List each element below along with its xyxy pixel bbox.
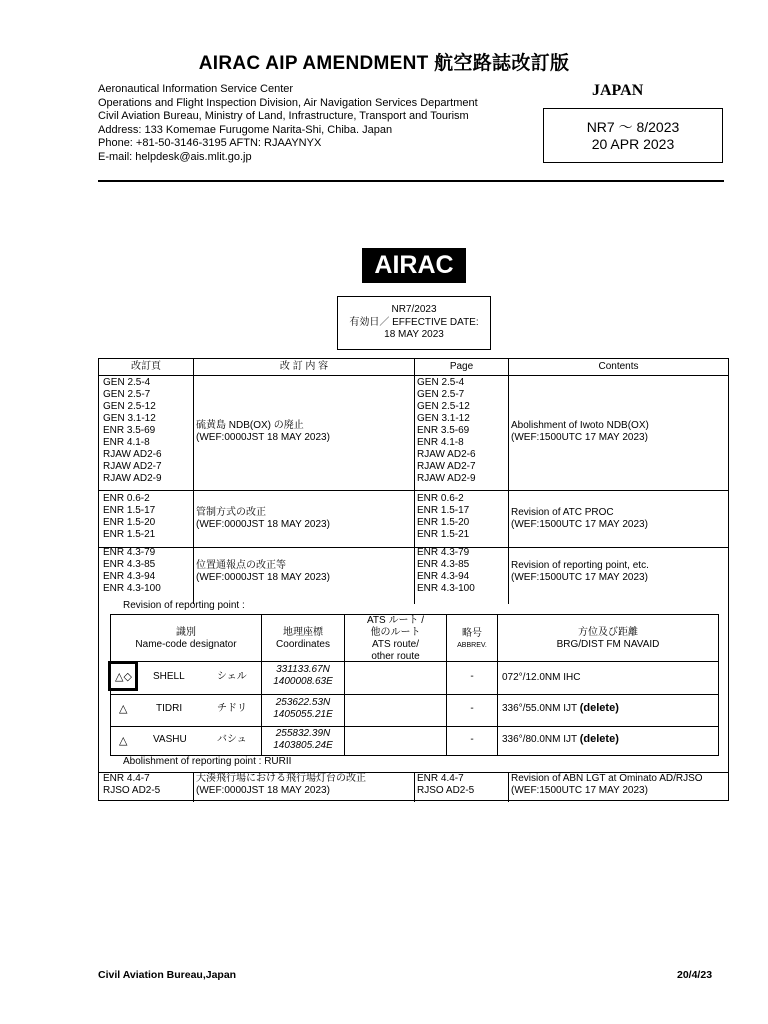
header-contents-en: Contents: [598, 361, 639, 372]
symbol-triangle-diamond-icon: △◇: [115, 671, 132, 683]
page-ref: GEN 2.5-7: [417, 389, 465, 400]
row2-content-jp: [196, 507, 330, 531]
content-line: 硫黄島 NDB(OX) の廃止: [196, 420, 304, 431]
page-ref: ENR 4.3-100: [103, 583, 161, 594]
point-abbr: -: [470, 703, 474, 714]
point-brg: [502, 733, 619, 746]
latitude: 255832.39N: [275, 728, 331, 739]
row4-pages-en: [417, 773, 474, 797]
content-line: (WEF:0000JST 18 MAY 2023): [196, 432, 330, 443]
page-ref: ENR 4.4-7: [417, 773, 464, 784]
header-ats-jp2: 他のルート: [370, 627, 421, 638]
page-ref: RJAW AD2-6: [103, 449, 162, 460]
row2-pages-jp: [103, 493, 155, 541]
header-ats: [345, 615, 446, 663]
page-ref: ENR 0.6-2: [417, 493, 464, 504]
column-divider: [508, 772, 509, 802]
page-ref: ENR 1.5-20: [417, 517, 470, 528]
row3-content-jp: [196, 560, 330, 584]
airac-badge: AIRAC: [362, 248, 466, 283]
address-line: Phone: +81-50-3146-3195 AFTN: RJAAYNYX: [98, 137, 322, 150]
page-ref: GEN 2.5-12: [417, 401, 470, 412]
point-coordinates: [262, 664, 344, 688]
row-divider: [99, 375, 728, 376]
content-line: Revision of ABN LGT at Ominato AD/RJSO: [511, 773, 703, 784]
row1-pages-jp: [103, 377, 162, 485]
point-coordinates: [262, 728, 344, 752]
page-ref: GEN 2.5-4: [103, 377, 151, 388]
page-ref: ENR 4.4-7: [103, 773, 150, 784]
point-kana: チドリ: [217, 703, 247, 714]
content-line: (WEF:0000JST 18 MAY 2023): [196, 519, 330, 530]
amendment-number: NR7 〜 8/2023: [586, 119, 680, 135]
row4-pages-jp: [103, 773, 160, 797]
page-ref: ENR 4.1-8: [417, 437, 464, 448]
column-divider: [414, 772, 415, 802]
row-divider: [111, 694, 718, 695]
content-line: (WEF:0000JST 18 MAY 2023): [196, 785, 330, 796]
page-ref: ENR 4.3-85: [417, 559, 470, 570]
brg-value: 072°/12.0NM IHC: [502, 672, 581, 683]
row3-pages-jp: [103, 547, 161, 595]
header-content-jp: 改 訂 内 容: [279, 361, 329, 372]
page-ref: ENR 4.1-8: [103, 437, 150, 448]
content-line: (WEF:0000JST 18 MAY 2023): [196, 572, 330, 583]
symbol-triangle-icon: △: [119, 703, 128, 715]
page-ref: ENR 1.5-21: [417, 529, 470, 540]
point-brg: [502, 671, 580, 684]
country-label: JAPAN: [592, 82, 644, 99]
header-id-jp: 識別: [176, 627, 196, 638]
footer-date: 20/4/23: [677, 969, 713, 981]
header-ats-en: ATS route/: [371, 639, 420, 650]
header-pages-jp: 改訂頁: [131, 361, 161, 372]
amendment-number-box: [543, 108, 723, 163]
document-title: AIRAC AIP AMENDMENT 航空路誌改訂版: [198, 53, 570, 74]
longitude: 1400008.63E: [273, 676, 333, 687]
amendment-date: 20 APR 2023: [591, 136, 675, 152]
row1-content-en: [511, 420, 649, 444]
page-ref: RJAW AD2-6: [417, 449, 476, 460]
content-line: (WEF:1500UTC 17 MAY 2023): [511, 519, 648, 530]
row2-pages-en: [417, 493, 469, 541]
content-line: Abolishment of Iwoto NDB(OX): [511, 420, 649, 431]
effective-date: 18 MAY 2023: [384, 329, 444, 340]
reporting-point-table: [110, 614, 719, 756]
abolish-caption: Abolishment of reporting point : RURII: [123, 756, 292, 767]
page-ref: ENR 0.6-2: [103, 493, 150, 504]
row4-content-jp: [196, 773, 366, 797]
latitude: 331133.67N: [276, 664, 330, 675]
longitude: 1405055.21E: [273, 709, 333, 720]
content-line: 管制方式の改正: [196, 507, 266, 518]
effective-nr: NR7/2023: [391, 304, 437, 315]
point-name: TIDRI: [156, 703, 183, 714]
content-line: 位置通報点の改正等: [196, 560, 286, 571]
symbol-triangle-icon: △: [119, 735, 128, 747]
footer-issuer: Civil Aviation Bureau,Japan: [98, 969, 237, 981]
page-ref: RJAW AD2-9: [103, 473, 162, 484]
header-brg-en: BRG/DIST FM NAVAID: [556, 639, 660, 650]
page-ref: ENR 3.5-69: [103, 425, 156, 436]
row2-content-en: [511, 507, 648, 531]
content-line: Revision of reporting point, etc.: [511, 560, 649, 571]
row-divider: [99, 490, 728, 491]
address-line: E-mail: helpdesk@ais.mlit.go.jp: [98, 150, 252, 163]
page-ref: GEN 3.1-12: [417, 413, 470, 424]
brg-value: 336°/80.0NM IJT: [502, 734, 577, 745]
column-divider: [193, 359, 194, 604]
page-ref: RJAW AD2-7: [417, 461, 476, 472]
row-divider: [99, 547, 728, 548]
address-line: Operations and Flight Inspection Division, Air Navigation Services Department: [98, 96, 478, 109]
page-ref: ENR 4.3-79: [417, 547, 470, 558]
header-brg: [498, 627, 718, 651]
page-ref: GEN 2.5-12: [103, 401, 156, 412]
page-ref: RJAW AD2-9: [417, 473, 476, 484]
header-ats-jp: ATS ルート /: [366, 615, 425, 626]
address-line: Civil Aviation Bureau, Ministry of Land, Infrastructure, Transport and Tourism: [98, 110, 469, 123]
content-line: Revision of ATC PROC: [511, 507, 614, 518]
row1-pages-en: [417, 377, 476, 485]
column-divider: [414, 359, 415, 604]
page-ref: ENR 4.3-100: [417, 583, 475, 594]
point-brg: [502, 702, 619, 715]
row3-pages-en: [417, 547, 475, 595]
address-line: Aeronautical Information Service Center: [98, 83, 294, 95]
point-abbr: -: [470, 671, 474, 682]
brg-note: (delete): [579, 702, 619, 714]
header-divider: [98, 180, 724, 182]
effective-date-box: [337, 296, 491, 350]
row4-content-en: [511, 773, 703, 797]
page-ref: RJAW AD2-7: [103, 461, 162, 472]
header-abbr: [447, 628, 497, 652]
header-id: [111, 627, 261, 651]
page-ref: GEN 2.5-4: [417, 377, 465, 388]
point-coordinates: [262, 697, 344, 721]
header-coord: [262, 627, 344, 651]
reporting-caption: Revision of reporting point :: [123, 600, 245, 611]
page-ref: ENR 4.3-94: [417, 571, 470, 582]
longitude: 1403805.24E: [273, 740, 333, 751]
page-ref: ENR 4.3-85: [103, 559, 156, 570]
address-line: Address: 133 Komemae Furugome Narita-Shi, Chiba. Japan: [98, 123, 393, 136]
point-kana: バシュ: [217, 734, 247, 745]
header-coord-en: Coordinates: [276, 639, 330, 650]
column-divider: [193, 772, 194, 802]
latitude: 253622.53N: [275, 697, 331, 708]
header-abbr-jp: 略号: [462, 628, 482, 639]
point-abbr: -: [470, 734, 474, 745]
effective-label: 有効日／ EFFECTIVE DATE:: [349, 316, 479, 328]
header-coord-jp: 地理座標: [283, 627, 323, 638]
column-divider: [508, 359, 509, 604]
page-ref: ENR 3.5-69: [417, 425, 470, 436]
header-ats-en2: other route: [371, 651, 420, 662]
row3-content-en: [511, 560, 649, 584]
content-line: (WEF:1500UTC 17 MAY 2023): [511, 432, 648, 443]
header-id-en: Name-code designator: [135, 639, 237, 650]
page-ref: ENR 4.3-79: [103, 547, 156, 558]
point-name: VASHU: [153, 734, 187, 745]
row-divider: [111, 726, 718, 727]
page-ref: ENR 1.5-20: [103, 517, 156, 528]
content-line: 大湊飛行場における飛行場灯台の改正: [196, 773, 366, 784]
header-brg-jp: 方位及び距離: [578, 627, 638, 638]
row1-content-jp: [196, 420, 330, 444]
header-page-en: Page: [449, 361, 474, 372]
content-line: (WEF:1500UTC 17 MAY 2023): [511, 785, 648, 796]
header-abbr-en: ABBREV.: [457, 642, 487, 649]
page-ref: ENR 1.5-21: [103, 529, 156, 540]
page-ref: GEN 2.5-7: [103, 389, 151, 400]
page-ref: ENR 1.5-17: [417, 505, 470, 516]
page-ref: ENR 1.5-17: [103, 505, 156, 516]
brg-value: 336°/55.0NM IJT: [502, 703, 577, 714]
issuer-address: [98, 83, 478, 165]
page-ref: ENR 4.3-94: [103, 571, 156, 582]
point-name: SHELL: [153, 671, 185, 682]
content-line: (WEF:1500UTC 17 MAY 2023): [511, 572, 648, 583]
brg-note: (delete): [579, 733, 619, 745]
page-ref: GEN 3.1-12: [103, 413, 156, 424]
page-ref: RJSO AD2-5: [103, 785, 161, 796]
point-kana: シェル: [217, 671, 247, 682]
page-ref: RJSO AD2-5: [417, 785, 475, 796]
